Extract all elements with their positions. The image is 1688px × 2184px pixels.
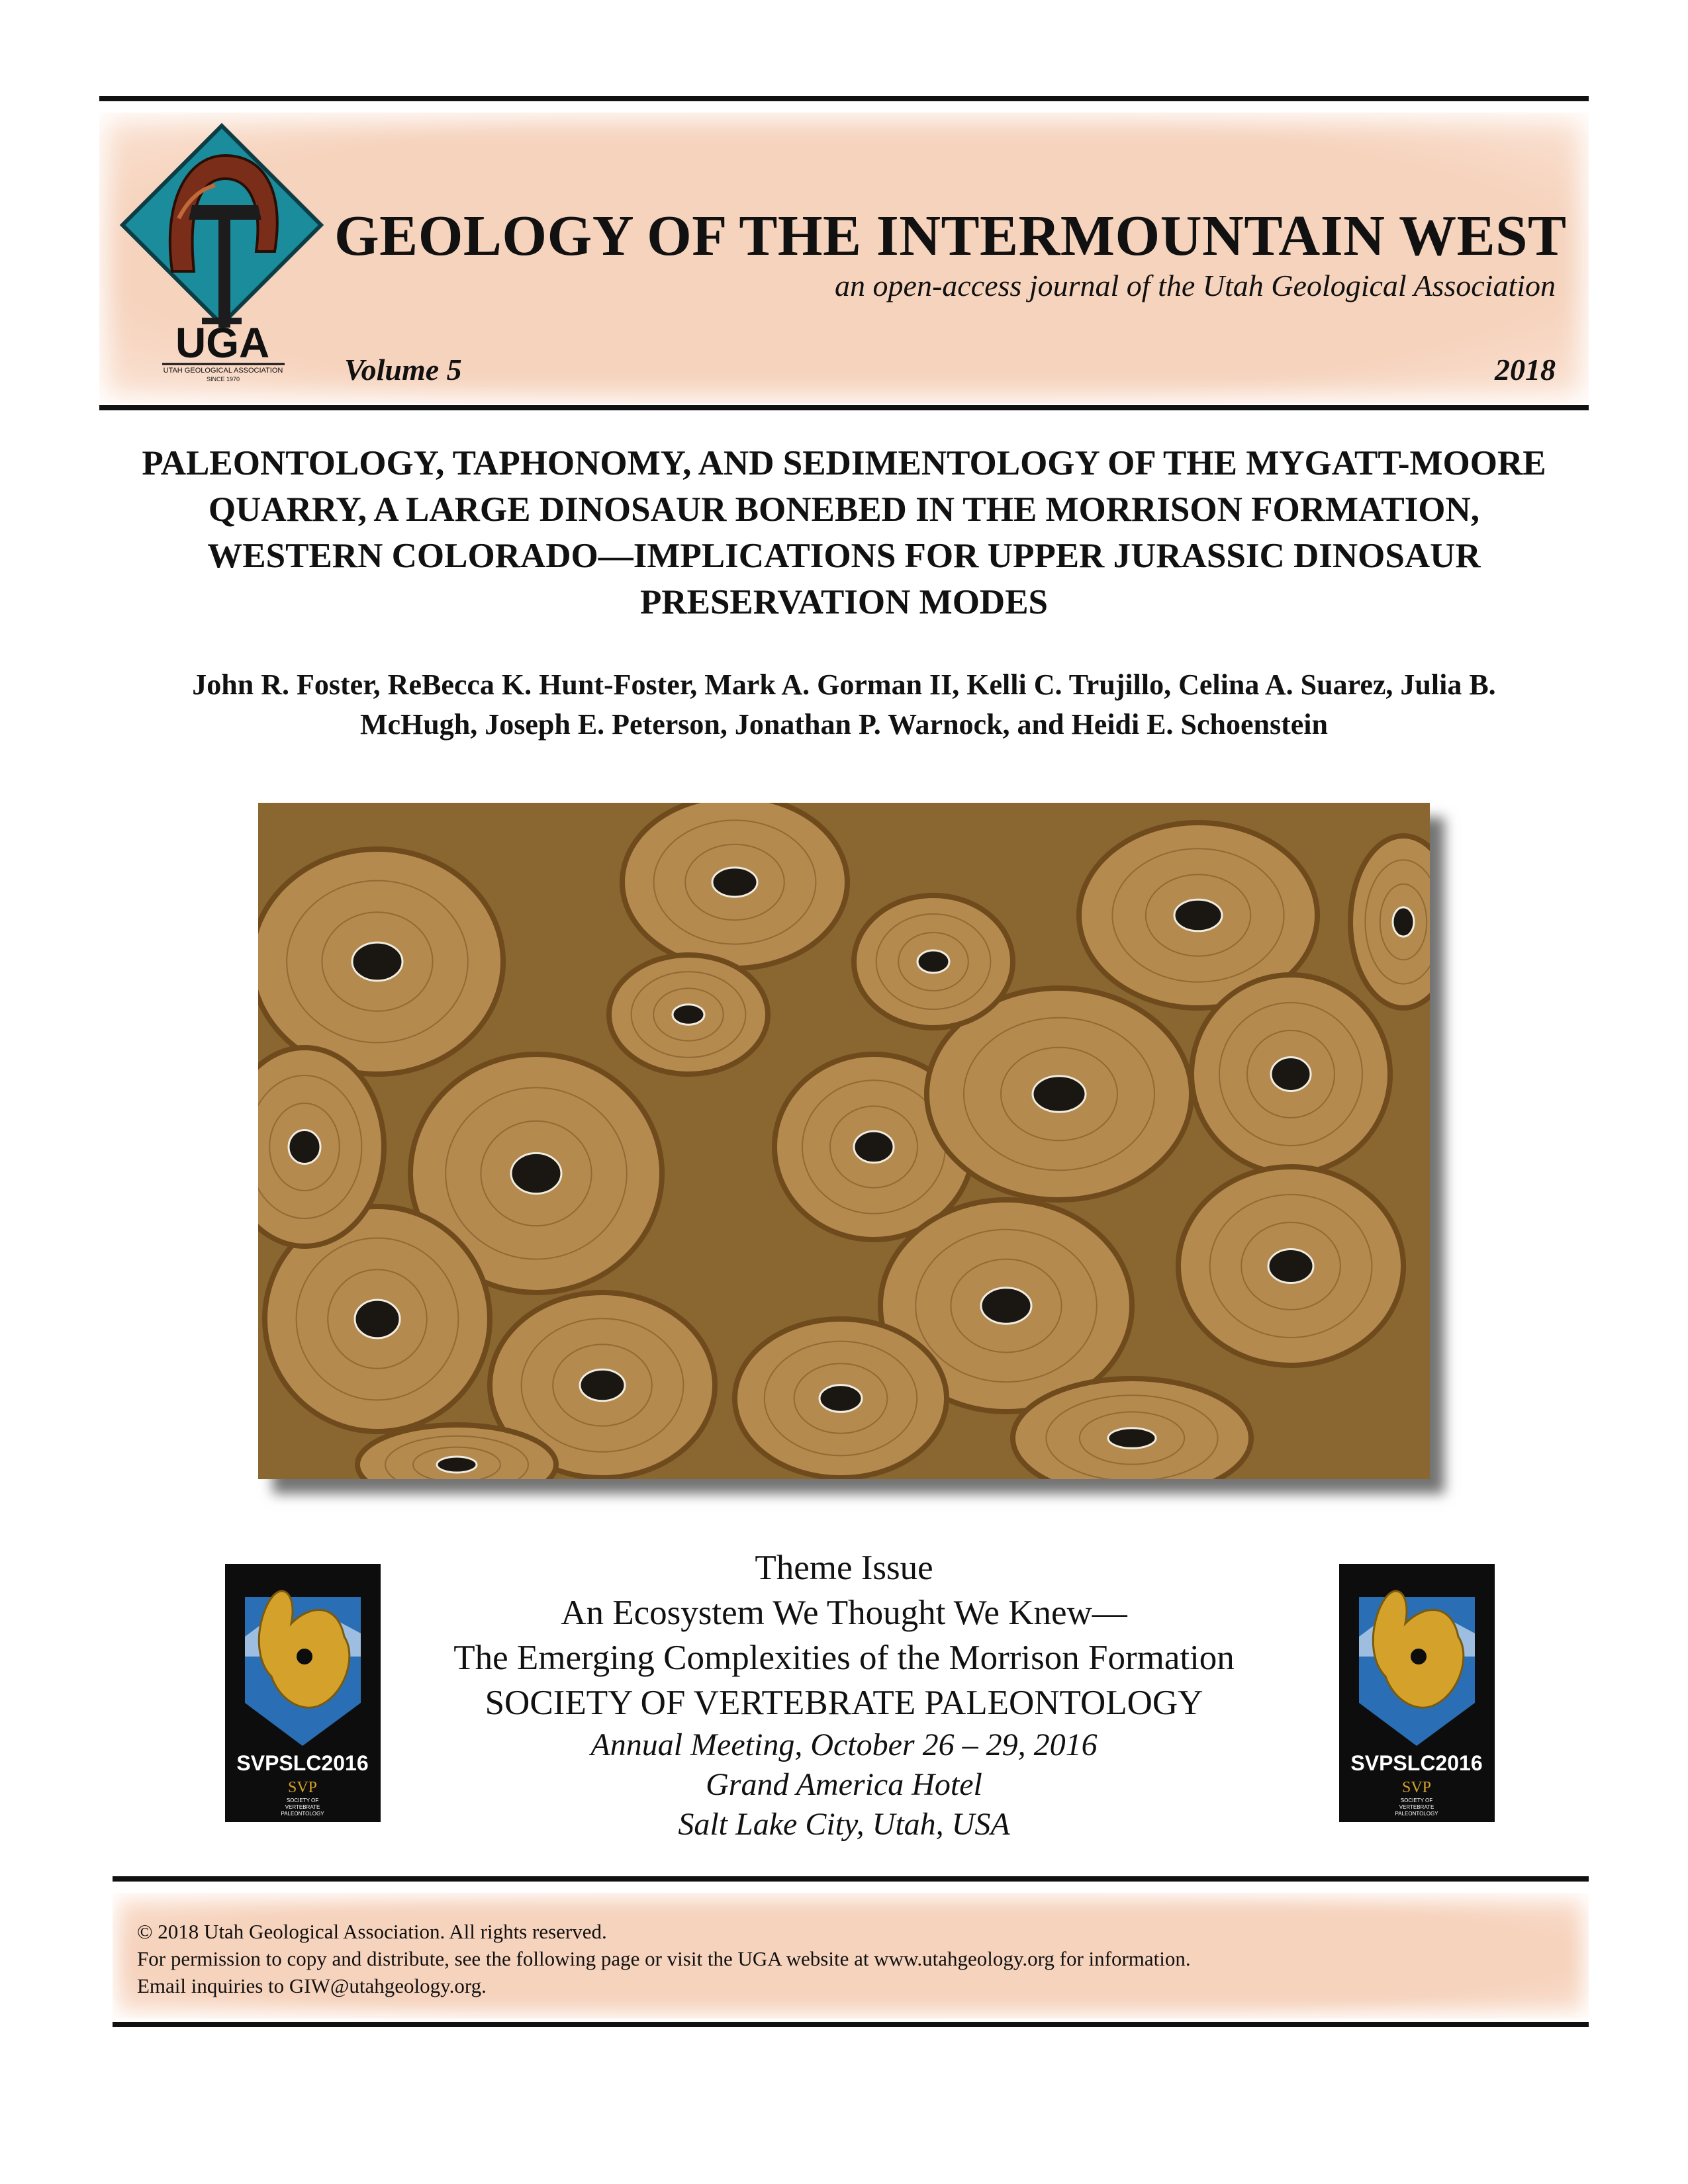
article-title-line: QUARRY, A LARGE DINOSAUR BONEBED IN THE MORRISON FORMATION,	[208, 490, 1480, 529]
volume-label: Volume 5	[344, 353, 462, 387]
theme-line: An Ecosystem We Thought We Knew—	[561, 1594, 1127, 1632]
haversian-canal	[352, 942, 402, 981]
svp-society-line: PALEONTOLOGY	[1395, 1811, 1438, 1817]
journal-title: GEOLOGY OF THE INTERMOUNTAIN WEST	[334, 203, 1567, 267]
theme-line: Theme Issue	[755, 1549, 933, 1587]
article-title-line: WESTERN COLORADO—IMPLICATIONS FOR UPPER JURASSIC DINOSAUR	[207, 537, 1481, 575]
bone-thin-section-image	[258, 803, 1430, 1479]
svp-society-line: VERTEBRATE	[1399, 1804, 1434, 1810]
footer-text	[137, 1918, 1560, 1999]
author-list	[99, 665, 1589, 745]
haversian-canal	[580, 1369, 625, 1401]
meeting-line: Grand America Hotel	[706, 1767, 982, 1802]
svp-society-line: SOCIETY OF	[1400, 1797, 1433, 1803]
uga-logo	[116, 119, 328, 384]
logo-org-name: UTAH GEOLOGICAL ASSOCIATION	[163, 367, 283, 375]
logo-acronym: UGA	[175, 319, 270, 367]
email-line: Email inquiries to GIW@utahgeology.org.	[137, 1974, 487, 1997]
article-title-line: PRESERVATION MODES	[639, 583, 1049, 621]
haversian-canal	[673, 1005, 704, 1025]
haversian-canal	[1108, 1428, 1156, 1449]
svp-badge-right	[1339, 1564, 1495, 1822]
meeting-line: Annual Meeting, October 26 – 29, 2016	[590, 1727, 1098, 1762]
haversian-canal	[1393, 907, 1414, 936]
footer-top-rule	[113, 1876, 1589, 1882]
svp-badge-label: SVPSLC2016	[1350, 1751, 1483, 1775]
haversian-canal	[820, 1385, 862, 1412]
svp-society-line: SOCIETY OF	[286, 1797, 319, 1803]
haversian-canal	[355, 1300, 400, 1338]
haversian-canal	[712, 868, 757, 897]
author-line: McHugh, Joseph E. Peterson, Jonathan P. Warnock, and Heidi E. Schoenstein	[360, 708, 1328, 741]
haversian-canal	[854, 1131, 894, 1163]
svp-badge-label: SVPSLC2016	[236, 1751, 369, 1775]
logo-since: SINCE 1970	[206, 376, 240, 383]
footer-bottom-rule	[113, 2022, 1589, 2027]
haversian-canal	[1033, 1076, 1086, 1112]
top-rule	[99, 96, 1589, 101]
svp-society-line: VERTEBRATE	[285, 1804, 320, 1810]
meeting-line: Salt Lake City, Utah, USA	[678, 1807, 1010, 1842]
journal-subtitle: an open-access journal of the Utah Geological Association	[835, 269, 1556, 302]
svp-mark: SVP	[287, 1779, 318, 1796]
theme-line: SOCIETY OF VERTEBRATE PALEONTOLOGY	[485, 1684, 1203, 1722]
svp-society-line: PALEONTOLOGY	[281, 1811, 324, 1817]
permission-line: For permission to copy and distribute, see the following page or visit the UGA website at www.utahgeology.org for information.	[137, 1947, 1191, 1970]
article-title-line: PALEONTOLOGY, TAPHONOMY, AND SEDIMENTOLOGY OF THE MYGATT-MOORE	[142, 444, 1546, 482]
copyright-line: © 2018 Utah Geological Association. All rights reserved.	[137, 1920, 607, 1943]
article-title	[99, 440, 1589, 625]
haversian-canal	[1271, 1058, 1311, 1091]
header-bottom-rule	[99, 405, 1589, 410]
haversian-canal	[289, 1130, 320, 1164]
haversian-canal	[437, 1457, 477, 1473]
theme-block	[344, 1545, 1344, 1844]
year-label: 2018	[1495, 353, 1556, 387]
theme-line: The Emerging Complexities of the Morrison Formation	[453, 1639, 1235, 1677]
svp-mark: SVP	[1401, 1779, 1432, 1796]
haversian-canal	[981, 1288, 1031, 1324]
cover-image	[258, 803, 1430, 1479]
haversian-canal	[917, 950, 949, 973]
haversian-canal	[511, 1153, 561, 1193]
haversian-canal	[1268, 1250, 1313, 1283]
haversian-canal	[1174, 899, 1222, 931]
author-line: John R. Foster, ReBecca K. Hunt-Foster, Mark A. Gorman II, Kelli C. Trujillo, Celina A. Suarez, Julia B.	[192, 668, 1496, 701]
